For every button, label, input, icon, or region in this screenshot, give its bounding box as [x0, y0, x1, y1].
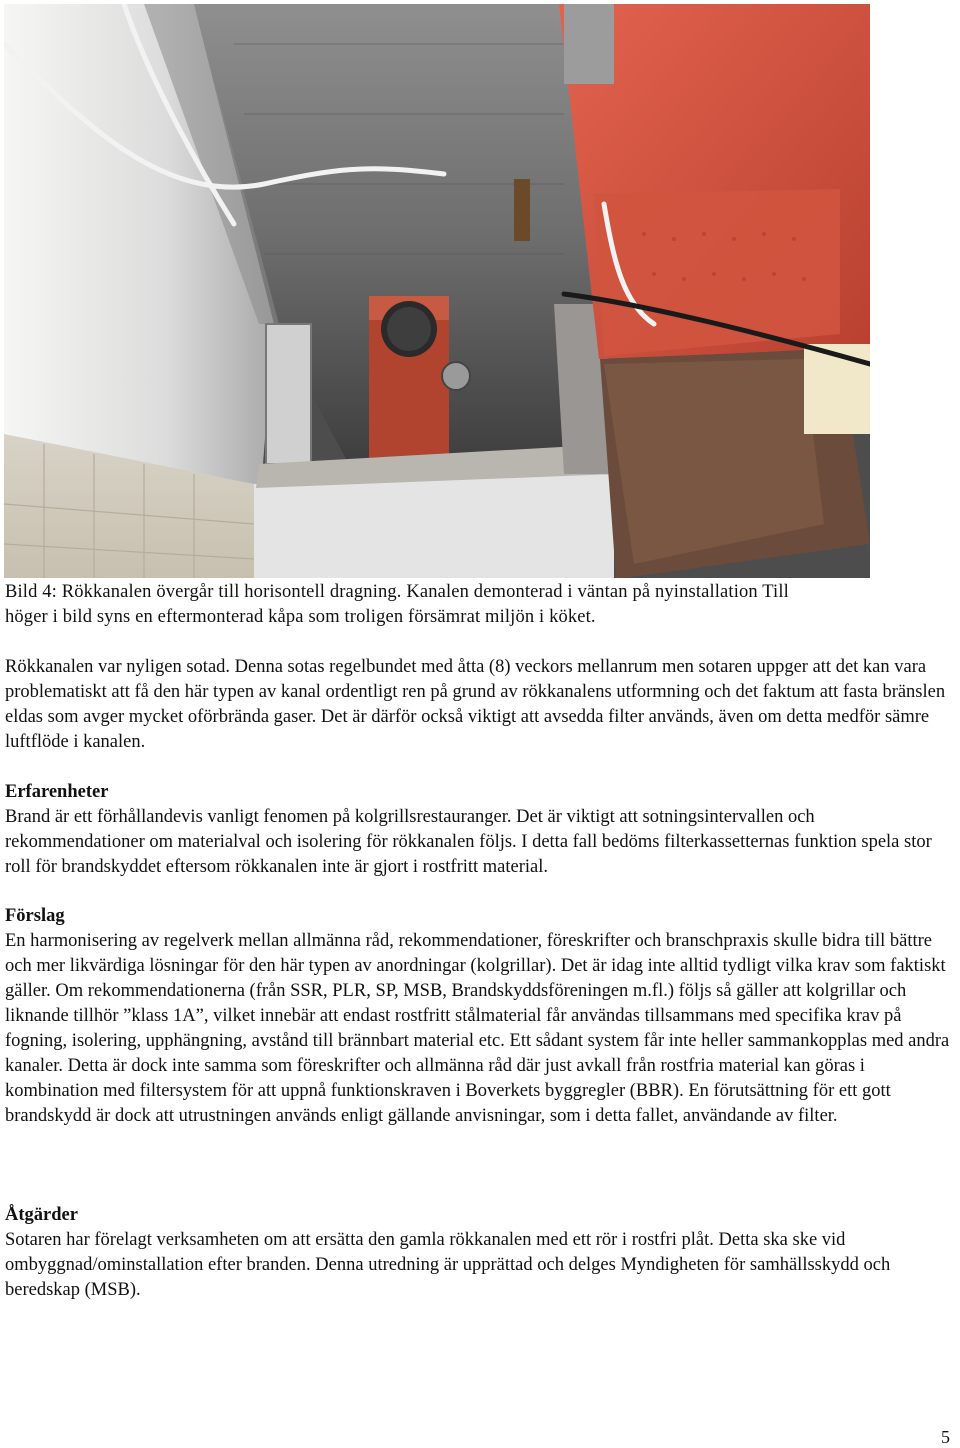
experience-section: [5, 780, 957, 880]
proposal-section: [5, 904, 957, 1129]
figure-caption: [5, 580, 945, 630]
figure-photo-smoke-duct: [4, 4, 870, 578]
experience-heading: Erfarenheter: [5, 782, 109, 802]
figure-caption-line-1: Bild 4: Rökkanalen övergår till horisontell dragning. Kanalen demonterad i väntan på nyinstallation Till: [5, 582, 789, 602]
proposal-paragraph: En harmonisering av regelverk mellan allmänna råd, rekommendationer, föreskrifter och branschpraxis skulle bidra till bättre och mer likvärdiga lösningar för den här typen av anordningar (kolgrillar). Det är idag inte alltid tydligt vilka krav som faktiskt gäller. Om rekommendationerna (från SSR, PLR, SP, MSB, Brandskyddsföreningen m.fl.) följs så gäller att kolgrillar och liknande tillhör ”klass 1A”, vilket innebär att endast rostfritt stålmaterial får användas tillsammans med specifika krav på fogning, isolering, upphängning, avstånd till brännbart material etc. Ett sådant system får inte heller sammankopplas med andra kanaler. Detta är dock inte samma som föreskrifter och allmänna råd där just avkall från rostfria material kan göras i kombination med filtersystem för att uppnå funktionskraven i Boverkets byggregler (BBR). En förutsättning för ett gott brandskydd är dock att utrustningen används enligt gällande anvisningar, som i detta fallet, användande av filter.: [5, 931, 950, 1126]
proposal-heading: Förslag: [5, 906, 65, 926]
page-number: 5: [941, 1427, 950, 1447]
intro-paragraph: Rökkanalen var nyligen sotad. Denna sotas regelbundet med åtta (8) veckors mellanrum men sotaren uppger att det kan vara problematiskt att få den här typen av kanal ordentligt ren på grund av rökkanalens utformning och det faktum att fasta bränslen eldas som avger mycket oförbrända gaser. Det är därför också viktigt att avsedda filter används, även om detta medför sämre luftflöde i kanalen.: [5, 657, 946, 752]
actions-heading: Åtgärder: [5, 1205, 78, 1225]
actions-paragraph: Sotaren har förelagt verksamheten om att ersätta den gamla rökkanalen med ett rör i rostfri plåt. Detta ska ske vid ombyggnad/ominstallation efter branden. Denna utredning är upprättad och delges Myndigheten för samhällsskydd och beredskap (MSB).: [5, 1230, 891, 1300]
actions-section: [5, 1203, 957, 1303]
experience-paragraph: Brand är ett förhållandevis vanligt fenomen på kolgrillsrestauranger. Det är viktigt att sotningsintervallen och rekommendationer om materialval och isolering för rökkanalen följs. I detta fall bedöms filterkassetternas funktion spela stor roll för brandskyddet eftersom rökkanalen inte är gjort i rostfritt material.: [5, 807, 932, 877]
figure-caption-line-2: höger i bild syns en eftermonterad kåpa som troligen försämrat miljön i köket.: [5, 607, 596, 627]
